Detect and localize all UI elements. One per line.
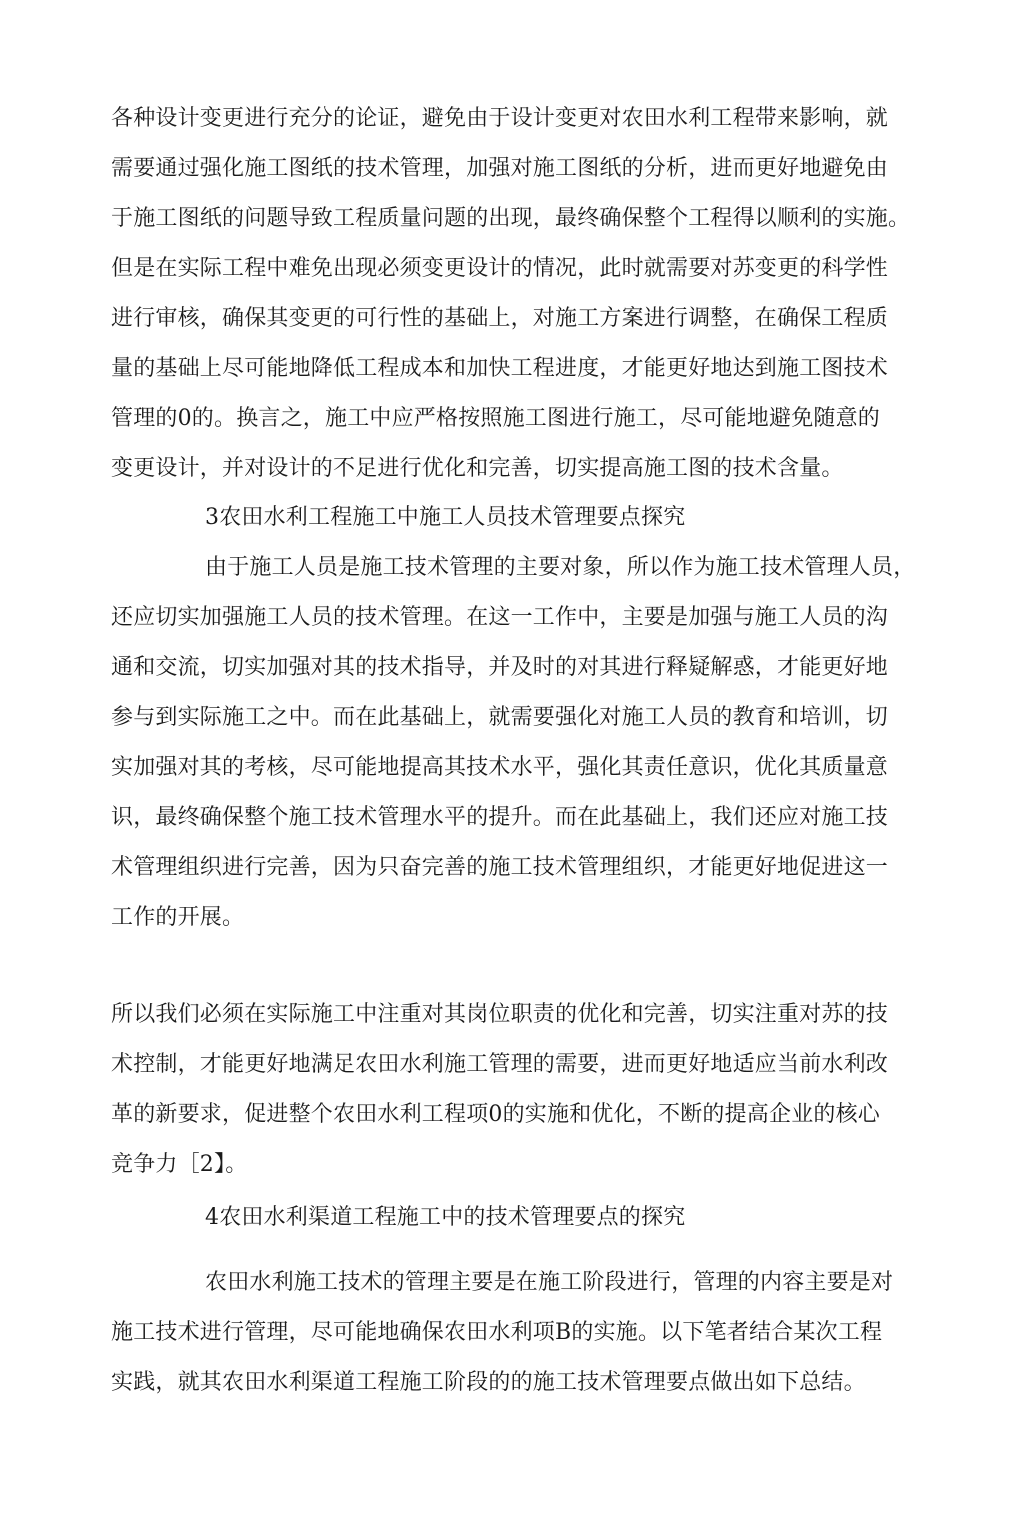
paragraph-line: 参与到实际施工之中。而在此基础上，就需要强化对施工人员的教育和培训，切 — [111, 705, 889, 730]
paragraph-line: 术管理组织进行完善，因为只奋完善的施工技术管理组织，才能更好地促进这一 — [111, 855, 889, 880]
paragraph-line: 进行审核，确保其变更的可行性的基础上，对施工方案进行调整，在确保工程质 — [111, 306, 889, 331]
paragraph-line: 通和交流，切实加强对其的技术指导，并及时的对其进行释疑解惑，才能更好地 — [111, 655, 889, 680]
section-heading: 4农田水利渠道工程施工中的技术管理要点的探究 — [205, 1205, 686, 1230]
paragraph-line: 量的基础上尽可能地降低工程成本和加快工程进度，才能更好地达到施工图技术 — [111, 356, 889, 381]
paragraph-line: 各种设计变更进行充分的论证，避免由于设计变更对农田水利工程带来影响，就 — [111, 106, 889, 131]
paragraph-line: 识，最终确保整个施工技术管理水平的提升。而在此基础上，我们还应对施工技 — [111, 805, 889, 830]
paragraph-line: 工作的开展。 — [111, 905, 245, 930]
paragraph-line: 术控制，才能更好地满足农田水利施工管理的需要，进而更好地适应当前水利改 — [111, 1052, 889, 1077]
paragraph-line: 于施工图纸的问题导致工程质量问题的出现，最终确保整个工程得以顺利的实施。 — [111, 206, 911, 231]
paragraph-line: 但是在实际工程中难免出现必须变更设计的情况，此时就需要对苏变更的科学性 — [111, 256, 889, 281]
paragraph-line: 农田水利施工技术的管理主要是在施工阶段进行，管理的内容主要是对 — [205, 1270, 894, 1295]
paragraph-line: 变更设计，并对设计的不足进行优化和完善，切实提高施工图的技术含量。 — [111, 456, 844, 481]
paragraph-line: 施工技术进行管理，尽可能地确保农田水利项B的实施。以下笔者结合某次工程 — [111, 1320, 883, 1345]
paragraph-line: 需要通过强化施工图纸的技术管理，加强对施工图纸的分析，进而更好地避免由 — [111, 156, 889, 181]
paragraph-line: 竞争力［2】。 — [111, 1152, 248, 1177]
paragraph-line: 管理的0的。换言之，施工中应严格按照施工图进行施工，尽可能地避免随意的 — [111, 406, 880, 431]
paragraph-line: 由于施工人员是施工技术管理的主要对象，所以作为施工技术管理人员， — [205, 555, 916, 580]
paragraph-line: 实践，就其农田水利渠道工程施工阶段的的施工技术管理要点做出如下总结。 — [111, 1370, 866, 1395]
section-heading: 3农田水利工程施工中施工人员技术管理要点探究 — [205, 505, 686, 530]
paragraph-line: 革的新要求，促进整个农田水利工程项0的实施和优化，不断的提高企业的核心 — [111, 1102, 880, 1127]
paragraph-line: 实加强对其的考核，尽可能地提高其技术水平，强化其责任意识，优化其质量意 — [111, 755, 889, 780]
paragraph-line: 还应切实加强施工人员的技术管理。在这一工作中，主要是加强与施工人员的沟 — [111, 605, 889, 630]
paragraph-line: 所以我们必须在实际施工中注重对其岗位职责的优化和完善，切实注重对苏的技 — [111, 1002, 889, 1027]
